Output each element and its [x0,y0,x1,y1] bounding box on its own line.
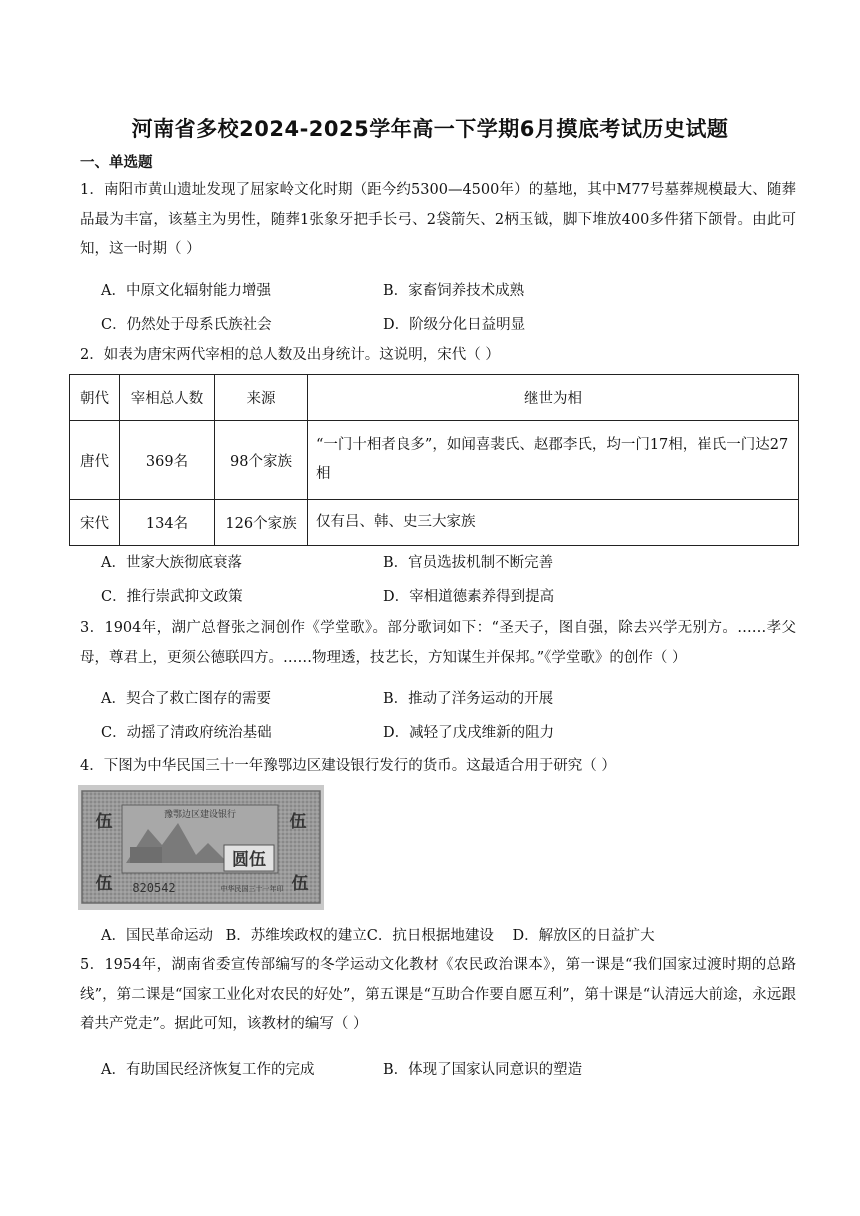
question-5-options [101,1053,791,1087]
banknote-serial: 820542 [132,881,176,895]
table-cell: 369名 [120,421,215,500]
question-2-stem: 2．如表为唐宋两代宰相的总人数及出身统计。这说明，宋代（ ） [80,347,500,363]
exam-title: 河南省多校2024-2025学年高一下学期6月摸底考试历史试题 [131,117,729,141]
table-cell: 134名 [120,500,215,546]
option-c[interactable]: C．推行崇武抑文政策 [101,589,243,605]
option-b[interactable]: B．推动了洋务运动的开展 [383,691,554,707]
question-1-stem: 1．南阳市黄山遗址发现了屈家岭文化时期（距今约5300—4500年）的墓地，其中M77号墓葬规模最大、随葬品最为丰富，该墓主为男性，随葬1张象牙把手长弓、2袋箭矢、2柄玉钺，脚下堆放400多件猪下颌骨。由此可知，这一时期（ ） [80,182,796,257]
question-1-options [101,274,791,342]
banknote-denomination: 圆伍 [232,850,266,870]
option-c[interactable]: C．抗日根据地建设 [366,928,494,944]
question-4-stem: 4．下图为中华民国三十一年豫鄂边区建设银行发行的货币。这最适合用于研究（ ） [80,758,616,774]
option-a[interactable]: A．契合了救亡图存的需要 [101,691,271,707]
building-icon [130,847,162,863]
banknote-corner-char: 伍 [291,874,309,894]
banknote-corner-char: 伍 [289,812,307,832]
question-4-options [101,922,791,950]
banknote-top-text: 豫鄂边区建设银行 [163,810,237,820]
question-3-options [101,682,791,750]
section-heading: 一、单选题 [80,155,153,171]
option-d[interactable]: D．宰相道德素养得到提高 [383,589,555,605]
table-header: 朝代 [70,375,120,421]
table-row [70,500,799,546]
prime-minister-table [69,374,799,546]
table-header-row [70,375,799,421]
banknote-image [78,785,324,910]
option-c[interactable]: C．仍然处于母系氏族社会 [101,317,272,333]
option-a[interactable]: A．有助国民经济恢复工作的完成 [101,1062,315,1078]
table-cell: 98个家族 [215,421,308,500]
table-cell: 仅有吕、韩、史三大家族 [308,500,799,546]
option-d[interactable]: D．减轻了戊戌维新的阻力 [383,725,555,741]
table-cell: 唐代 [70,421,120,500]
banknote-corner-char: 伍 [95,874,113,894]
option-b[interactable]: B．家畜饲养技术成熟 [383,283,525,299]
question-5-stem: 5．1954年，湖南省委宣传部编写的冬学运动文化教材《农民政治课本》，第一课是“我们国家过渡时期的总路线”，第二课是“国家工业化对农民的好处”，第五课是“互助合作要自愿互利”，第十课是“认清远大前途，永远跟着共产党走”。据此可知，该教材的编写（ ） [80,957,796,1032]
question-3-stem: 3．1904年，湖广总督张之洞创作《学堂歌》。部分歌词如下：“圣天子，图自强，除去兴学无别方。……孝父母，尊君上，更须公德联四方。……物理透，技艺长，方知谋生并保邦。”《学堂歌》的创作（ ） [80,620,796,666]
option-d[interactable]: D．解放区的日益扩大 [512,928,655,944]
question-2-options [101,546,791,614]
option-a[interactable]: A．中原文化辐射能力增强 [101,283,271,299]
banknote-bottom-text: 中华民国三十一年印 [220,885,284,893]
option-a[interactable]: A．国民革命运动 [101,928,213,944]
table-cell: 126个家族 [215,500,308,546]
option-b[interactable]: B．体现了国家认同意识的塑造 [383,1062,583,1078]
option-b[interactable]: B．官员选拔机制不断完善 [383,555,554,571]
option-b[interactable]: B．苏维埃政权的建立 [225,928,367,944]
banknote-corner-char: 伍 [95,812,113,832]
option-c[interactable]: C．动摇了清政府统治基础 [101,725,272,741]
table-row [70,421,799,500]
table-cell: 宋代 [70,500,120,546]
table-header: 来源 [215,375,308,421]
table-cell: “一门十相者良多”，如闻喜裴氏、赵郡李氏，均一门17相，崔氏一门达27相 [308,421,799,500]
table-header: 宰相总人数 [120,375,215,421]
option-d[interactable]: D．阶级分化日益明显 [383,317,526,333]
option-a[interactable]: A．世家大族彻底衰落 [101,555,242,571]
table-header: 继世为相 [308,375,799,421]
